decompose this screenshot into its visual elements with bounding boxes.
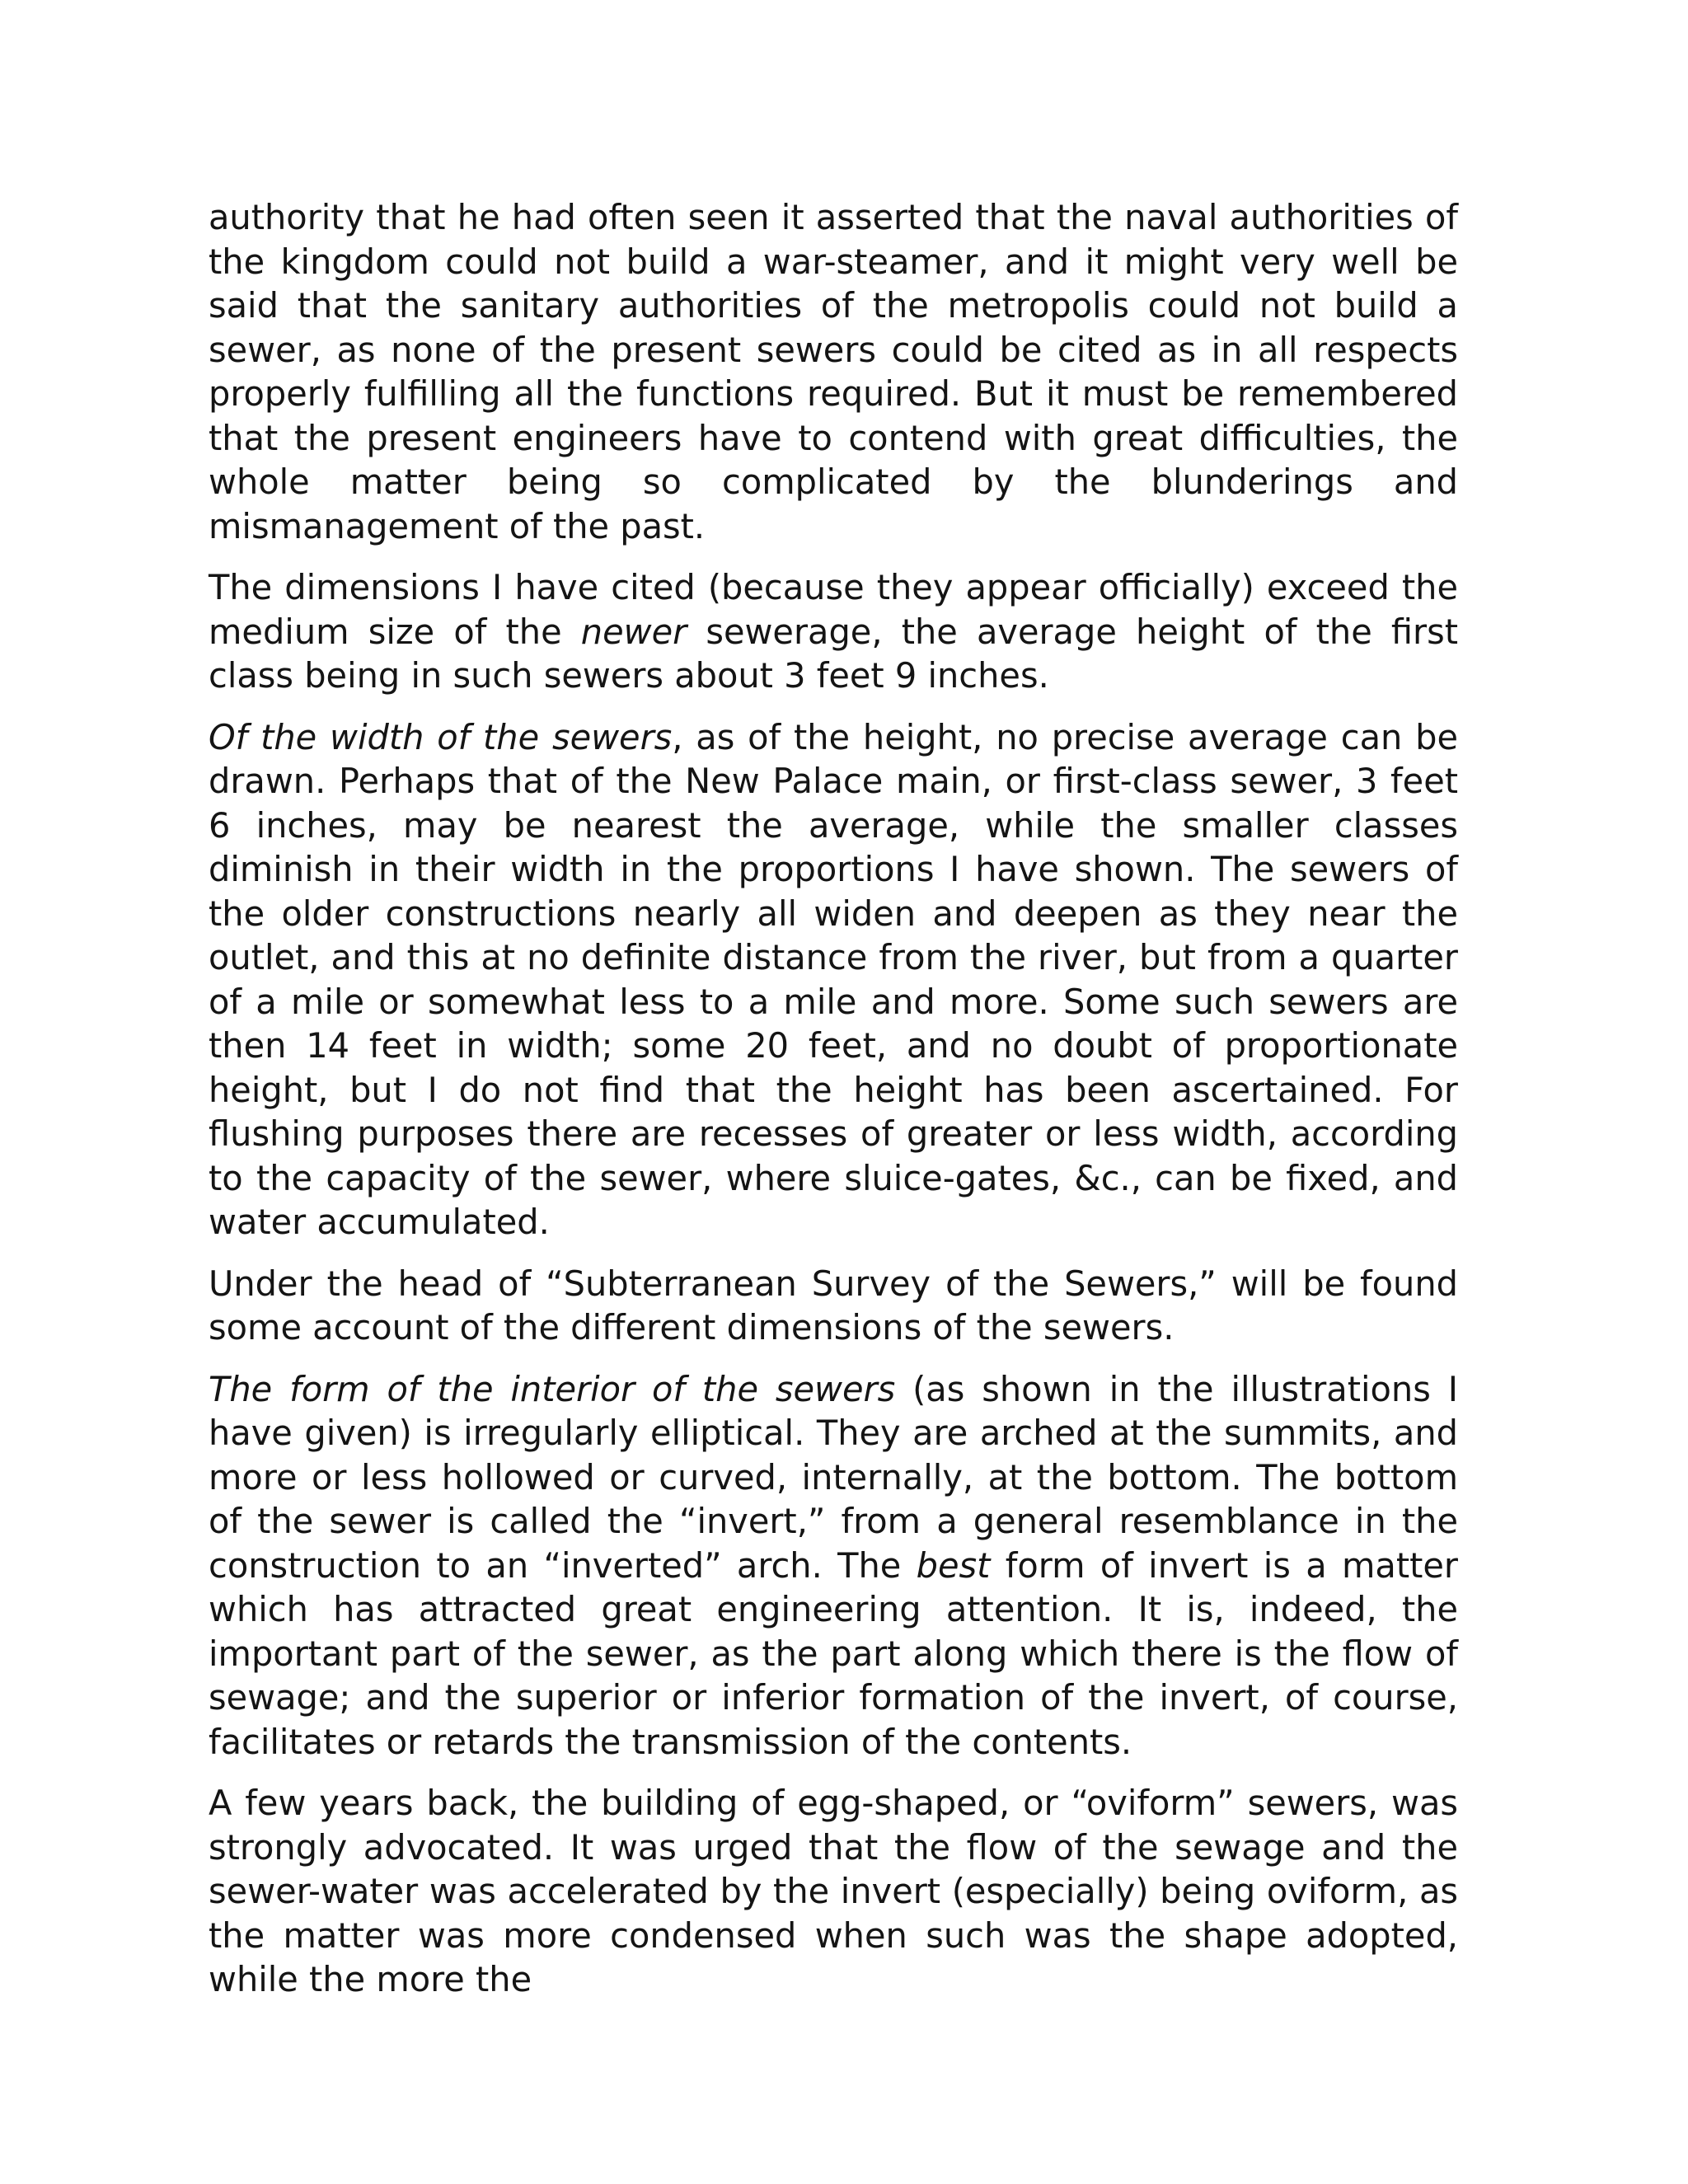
text-segment: authority that he had often seen it asserted that the naval authorities of the kingdom could not build a war-steamer, and it might very well be said that the sanitary authorities of the metropolis could not build a sewer, as none of the present sewers could be cited as in all respects properly fulfilling all the functions required. But it must be remembered that the present engineers have to contend with great difficulties, the whole matter being so complicated by the blunderings and mismanagement of the past. xyxy=(209,197,1458,546)
paragraph-width-of-sewers xyxy=(209,715,1458,1244)
italic-text-segment: newer xyxy=(580,611,687,652)
text-segment: Under the head of “Subterranean Survey of the Sewers,” will be found some account of the different dimensions of the sewers. xyxy=(209,1263,1458,1347)
paragraph-form-of-interior xyxy=(209,1367,1458,1765)
paragraph-oviform-sewers xyxy=(209,1781,1458,2002)
paragraph-dimensions xyxy=(209,565,1458,698)
document-page xyxy=(209,195,1458,2019)
text-segment: (as shown in the illustrations I have given) is irregularly elliptical. They are arched at the summits, and more or less hollowed or curved, internally, at the bottom. The bottom of the sewer is called the “invert,” from a general resemblance in the construction to an “inverted” arch. The xyxy=(209,1368,1458,1586)
text-segment: , as of the height, no precise average can be drawn. Perhaps that of the New Palace main, or first-class sewer, 3 feet 6 inches, may be nearest the average, while the smaller classes diminish in their width in the proportions I have shown. The sewers of the older constructions nearly all widen and deepen as they near the outlet, and this at no definite distance from the river, but from a quarter of a mile or somewhat less to a mile and more. Some such sewers are then 14 feet in width; some 20 feet, and no doubt of proportionate height, but I do not find that the height has been ascertained. For flushing purposes there are recesses of greater or less width, according to the capacity of the sewer, where sluice-gates, &c., can be fixed, and water accumulated. xyxy=(209,716,1458,1242)
italic-text-segment: best xyxy=(916,1544,991,1586)
text-segment: form of invert is a matter which has attracted great engineering attention. It is, indeed, the important part of the sewer, as the part along which there is the flow of sewage; and the superior or inferior formation of the invert, of course, facilitates or retards the transmission of the contents. xyxy=(209,1544,1458,1762)
italic-text-segment: Of the width of the sewers xyxy=(209,716,673,757)
paragraph-naval-authorities xyxy=(209,195,1458,548)
text-segment: The dimensions I have cited (because they appear officially) exceed the medium size of the xyxy=(209,567,1458,652)
paragraph-subterranean-survey xyxy=(209,1262,1458,1350)
text-segment: A few years back, the building of egg-shaped, or “oviform” sewers, was strongly advocated. It was urged that the flow of the sewage and the sewer-water was accelerated by the invert (especially) being oviform, as the matter was more condensed when such was the shape adopted, while the more the xyxy=(209,1783,1458,1999)
italic-text-segment: The form of the interior of the sewers xyxy=(209,1368,896,1409)
text-segment: sewerage, the average height of the first class being in such sewers about 3 feet 9 inches. xyxy=(209,611,1458,696)
